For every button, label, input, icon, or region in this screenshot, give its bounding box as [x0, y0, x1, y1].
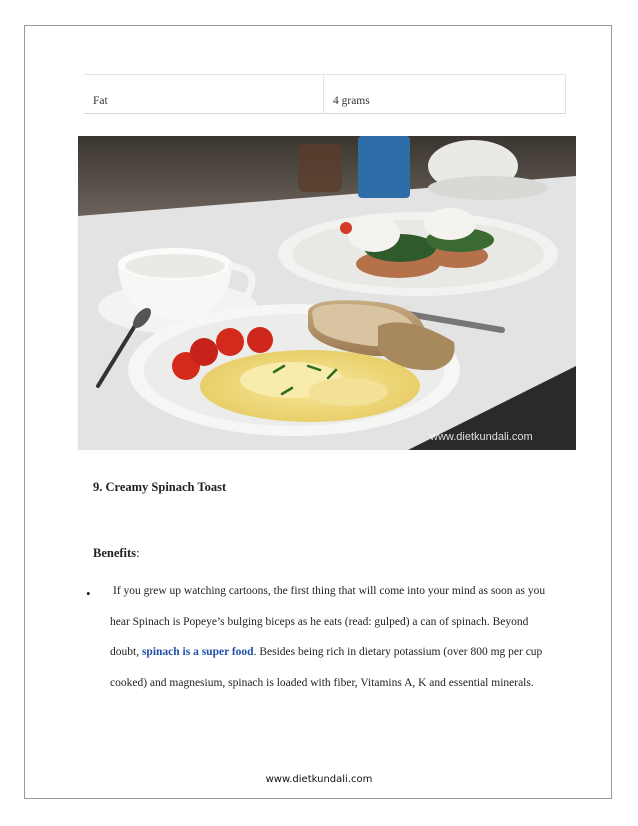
bullet-line-prefix: doubt, [110, 646, 142, 658]
bullet-line: cooked) and magnesium, spinach is loaded with fiber, Vitamins A, K and essential minerals. [110, 676, 534, 689]
benefits-label: Benefits [93, 546, 137, 560]
photo-watermark: www.dietkundali.com [430, 431, 533, 443]
section-title: 9. Creamy Spinach Toast [93, 480, 227, 494]
bullet-line: hear Spinach is Popeye’s bulging biceps as he eats (read: gulped) a can of spinach. Beyond [110, 615, 529, 628]
benefits-colon: : [136, 546, 140, 560]
nutrient-name-cell: Fat [84, 75, 324, 113]
bullet-icon: • [86, 586, 91, 601]
bullet-text [110, 576, 560, 698]
bullet-line-suffix: . Besides being rich in dietary potassium (over 800 mg per cup [253, 646, 543, 658]
bullet-line: If you grew up watching cartoons, the first thing that will come into your mind as soon as you [113, 585, 546, 597]
nutrition-table-row [84, 74, 566, 114]
breakfast-photo [78, 136, 576, 450]
spinach-superfood-link[interactable]: spinach is a super food [141, 646, 254, 658]
bullet-line [110, 637, 560, 668]
benefits-heading [93, 546, 140, 561]
footer-url: www.dietkundali.com [265, 774, 373, 785]
nutrient-value-cell: 4 grams [324, 75, 566, 113]
